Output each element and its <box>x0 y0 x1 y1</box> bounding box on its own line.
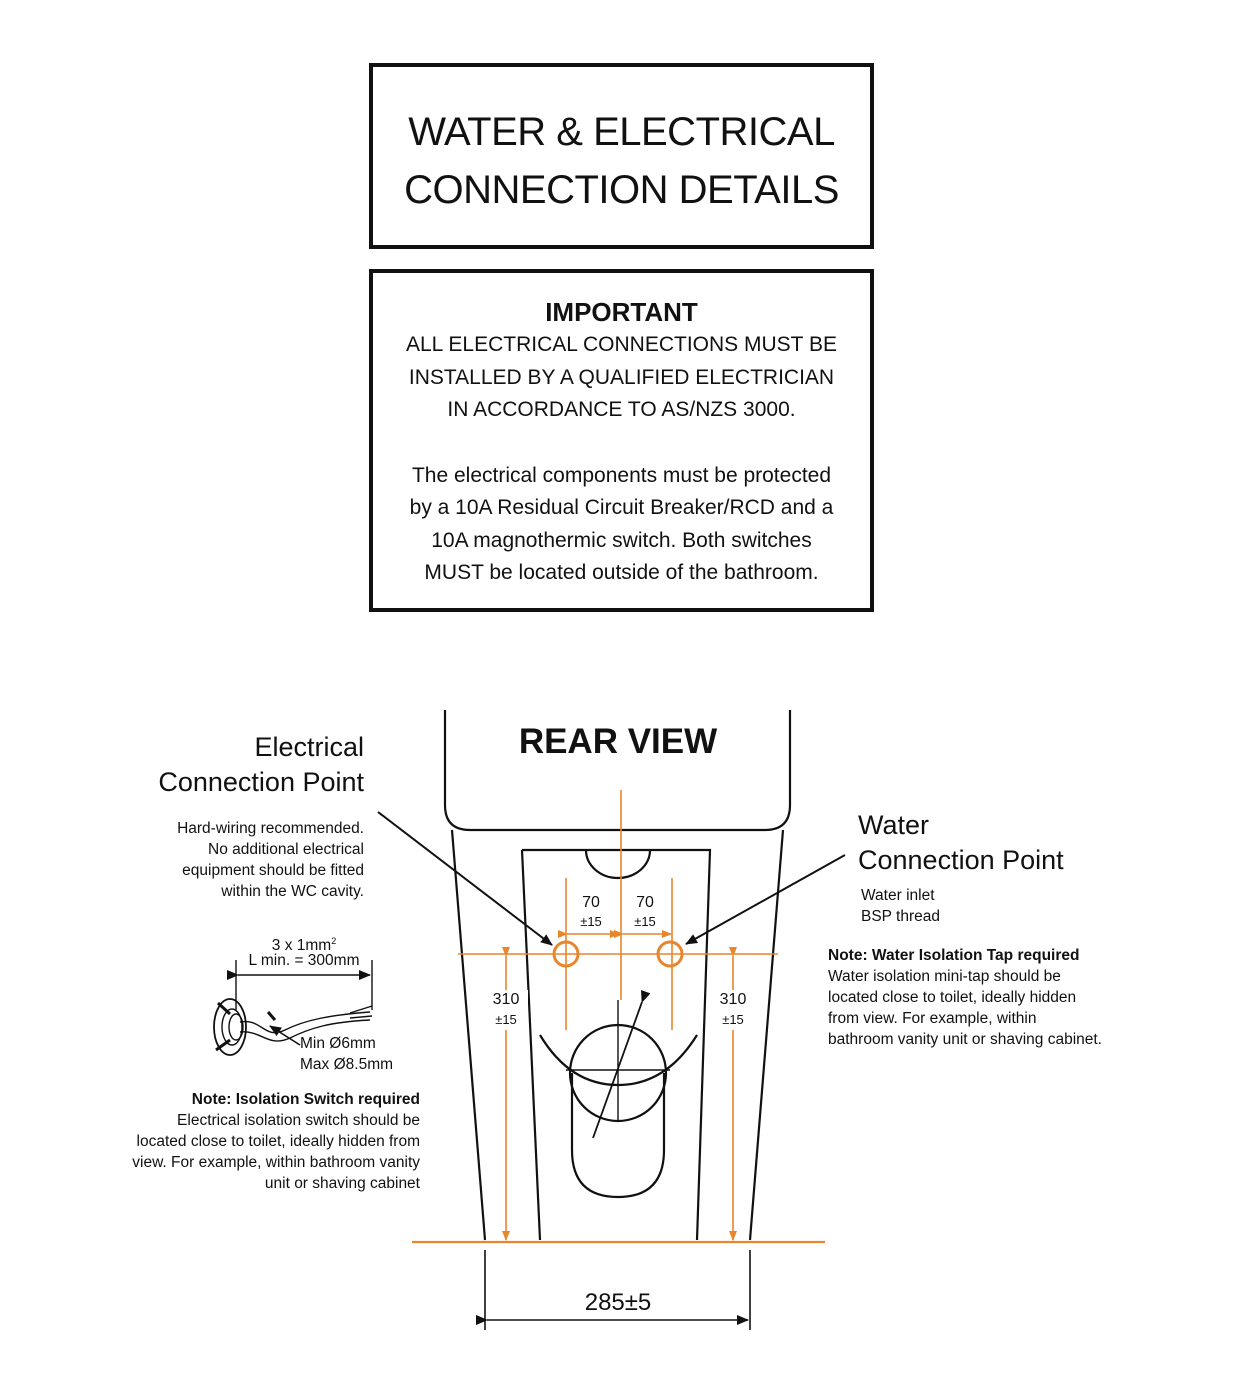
isolation-note-line: located close to toilet, ideally hidden from <box>136 1133 420 1150</box>
important-heading: IMPORTANT <box>545 297 698 327</box>
water-note-line: located close to toilet, ideally hidden <box>828 989 1077 1006</box>
cable-length-label: L min. = 300mm <box>248 952 360 969</box>
electrical-desc-line: within the WC cavity. <box>221 883 364 900</box>
water-note-line: Water isolation mini-tap should be <box>828 968 1061 985</box>
isolation-note-line: Electrical isolation switch should be <box>177 1112 420 1129</box>
note-line-4: MUST be located outside of the bathroom. <box>424 561 819 584</box>
warning-line-3: IN ACCORDANCE TO AS/NZS 3000. <box>447 398 796 421</box>
grommet-min-label: Min Ø6mm <box>300 1035 376 1052</box>
water-note-line: bathroom vanity unit or shaving cabinet. <box>828 1031 1102 1048</box>
toilet-outline <box>445 710 790 1240</box>
electrical-leader-arrow <box>378 812 552 945</box>
base-width-label: 285±5 <box>584 1289 652 1316</box>
isolation-note-line: view. For example, within bathroom vanity <box>132 1154 420 1171</box>
grommet-max-label: Max Ø8.5mm <box>300 1056 394 1073</box>
top-semicircle <box>586 850 650 878</box>
dim-70-left-value: 70 <box>582 894 600 911</box>
grommet-size-label <box>300 1033 393 1075</box>
isolation-switch-note <box>60 1089 420 1194</box>
dim-70-right-tol: ±15 <box>634 914 656 929</box>
dim-310-right-label <box>711 990 755 1030</box>
note-line-1: The electrical components must be protected <box>411 463 832 487</box>
dim-310-left-tol: ±15 <box>495 1012 517 1027</box>
water-title-line-2: Connection Point <box>858 845 1064 875</box>
water-description <box>861 885 940 927</box>
electrical-title-line-1: Electrical <box>254 732 364 762</box>
electrical-description <box>100 818 364 902</box>
rear-view-title: REAR VIEW <box>518 722 718 761</box>
dim-310-left-value: 310 <box>492 991 520 1008</box>
electrical-desc-line: equipment should be fitted <box>182 862 364 879</box>
isolation-switch-heading: Note: Isolation Switch required <box>191 1091 420 1108</box>
dim-70-left-label <box>570 893 612 931</box>
isolation-note-line: unit or shaving cabinet <box>264 1175 420 1192</box>
note-line-3: 10A magnothermic switch. Both switches <box>431 528 812 552</box>
pan-left-edge <box>452 830 485 1240</box>
cable-icon <box>240 1012 370 1033</box>
water-title <box>858 808 1158 878</box>
water-isolation-heading: Note: Water Isolation Tap required <box>828 947 1080 964</box>
electrical-desc-line: Hard-wiring recommended. <box>177 820 364 837</box>
water-desc-line: BSP thread <box>861 908 940 925</box>
cable-spec-superscript: 2 <box>331 936 337 946</box>
water-title-line-1: Water <box>858 810 930 840</box>
dim-70-right-value: 70 <box>636 894 654 911</box>
cavity-outline <box>522 850 710 1240</box>
warning-line-2: INSTALLED BY A QUALIFIED ELECTRICIAN <box>408 365 835 389</box>
water-isolation-note <box>828 945 1168 1050</box>
dim-310-left-label <box>484 990 528 1030</box>
electrical-title-line-2: Connection Point <box>158 767 364 797</box>
dim-70-left-tol: ±15 <box>580 914 602 929</box>
electrical-title <box>100 730 364 800</box>
warning-line-1: ALL ELECTRICAL CONNECTIONS MUST BE <box>406 333 837 356</box>
title-line-2: CONNECTION DETAILS <box>404 168 839 212</box>
dim-310-right-value: 310 <box>719 991 747 1008</box>
title-line-1: WATER & ELECTRICAL <box>408 110 835 154</box>
dim-70-right-label <box>624 893 666 931</box>
cable-spec-label: 3 x $1mm^2$ <box>271 936 337 955</box>
water-desc-line: Water inlet <box>861 887 935 904</box>
electrical-desc-line: No additional electrical <box>208 841 364 858</box>
note-line-2: by a 10A Residual Circuit Breaker/RCD and a <box>409 496 834 519</box>
dim-310-right-tol: ±15 <box>722 1012 744 1027</box>
water-note-line: from view. For example, within <box>828 1010 1037 1027</box>
